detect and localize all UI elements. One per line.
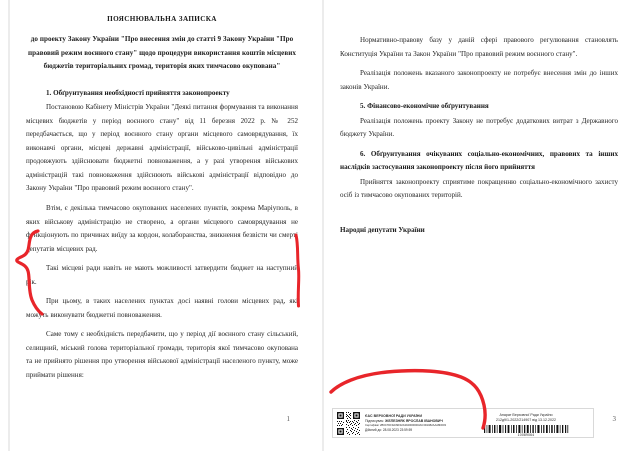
paragraph: Реалізація положень вказаного законопроекту не потребує внесення змін до інших законів України. <box>340 69 618 91</box>
registration-reference: 212д9/1-2022/214907 від 13.12.2022 <box>495 418 557 423</box>
stamp-validity-label: Дійсний до <box>365 427 382 432</box>
registration-block <box>474 413 578 437</box>
page-number: 1 <box>286 415 290 423</box>
paragraph: Прийняття законопроекту сприятиме покращенню соціально-економічного захисту осіб із тимчасово окупованих територій. <box>340 177 618 200</box>
section-1-heading: 1. Обґрунтування необхідності прийняття законопроекту <box>46 88 230 97</box>
page-number: 3 <box>612 415 616 423</box>
paragraph: При цьому, в таких населених пунктах досі наявні голови місцевих рад, які можуть виконувати бюджетні повноваження. <box>26 297 298 319</box>
qr-code-icon <box>336 411 361 436</box>
paragraph: Саме тому є необхідність передбачити, що у період дії воєнного стану сільський, селищний, міський голова територіальної громади, територія якої тимчасово окупована та не прийнято рішення про утворення військової адміністрації населеного пункту, може приймати рішення: <box>26 330 298 379</box>
barcode-icon <box>483 425 569 433</box>
paragraph: Такі місцеві ради навіть не мають можливості затвердити бюджет на наступний рік. <box>26 264 298 286</box>
signer-line: Народні депутати України <box>340 225 425 234</box>
document-page-1 <box>8 0 314 451</box>
paragraph: Втім, є декілька тимчасово окупованих населених пунктів, зокрема Маріуполь, в яких військову адміністрацію не створено, а органи місцевого самоврядування не функціонують по причинах виїду за кордон, колаборанства, зникнення безвісти чи смерті депутатів місцевих рад. <box>26 203 298 253</box>
stamp-text-block <box>365 414 446 432</box>
paragraph: Постановою Кабінету Міністрів України "Деякі питання формування та виконання місцевих бюджетів у період воєнного стану" від 11 березня 2022 р. № 252 передбачається, що у період воєнного стану органи місцевого самоврядування, їх виконавчі органи, місцеві державні адміністрації, військово-цивільні адміністрації продовжують здійснювати бюджетні повноваження, а у разі утворення військових адміністрацій такі повноваження здійснюють військові адміністрації відповідно до Закону України "Про правовий режим воєнного стану". <box>26 103 298 193</box>
paragraph: Реалізація положень проекту Закону не потребує додаткових витрат з Державного бюджету України. <box>340 116 618 139</box>
document-subtitle: до проекту Закону України "Про внесення змін до статті 9 Закону України "Про правовий режим воєнного стану" щодо процедури використання коштів місцевих бюджетів територіальних громад, територія яких тимчасово окупована" <box>28 35 296 71</box>
registration-authority: Апарат Верховної Ради України <box>499 413 553 418</box>
stamp-validity: Дійсний до: 28.08.2023 23:59:59 <box>365 427 413 432</box>
document-title: ПОЯСНЮВАЛЬНА ЗАПИСКА <box>107 15 217 23</box>
paragraph: Нормативно-правову базу у даній сфері правового регулювання становлять Конституція України та Закон України "Про правовий режим воєнного стану". <box>340 36 618 58</box>
document-page-3 <box>322 0 634 451</box>
stamp-signer-label: Підписувач <box>365 419 384 424</box>
section-6-heading: 6. Обґрунтування очікуваних соціально-економічних, правових та інших наслідків застосування законопроекту після його прийняття <box>340 149 618 172</box>
stamp-authority: ЄАС ВЕРХОВНОЇ РАДИ УКРАЇНИ <box>365 414 423 419</box>
barcode-number: 10089064 <box>517 433 535 437</box>
stamp-signer-value: ЖЕЛЕЗНЯК ЯРОСЛАВ ІВАНОВИЧ <box>385 419 443 424</box>
section-5-heading: 5. Фінансово-економічне обґрунтування <box>360 102 489 111</box>
stamp-signer: Підписувач: ЖЕЛЕЗНЯК ЯРОСЛАВ ІВАНОВИЧ <box>365 419 443 424</box>
stamp-validity-value: 28.08.2023 23:59:59 <box>382 427 413 432</box>
stamp-certificate: Сертифікат 2B6C7DF9A39F02A3940000003AC3D1082AAA8D003 <box>365 423 446 427</box>
